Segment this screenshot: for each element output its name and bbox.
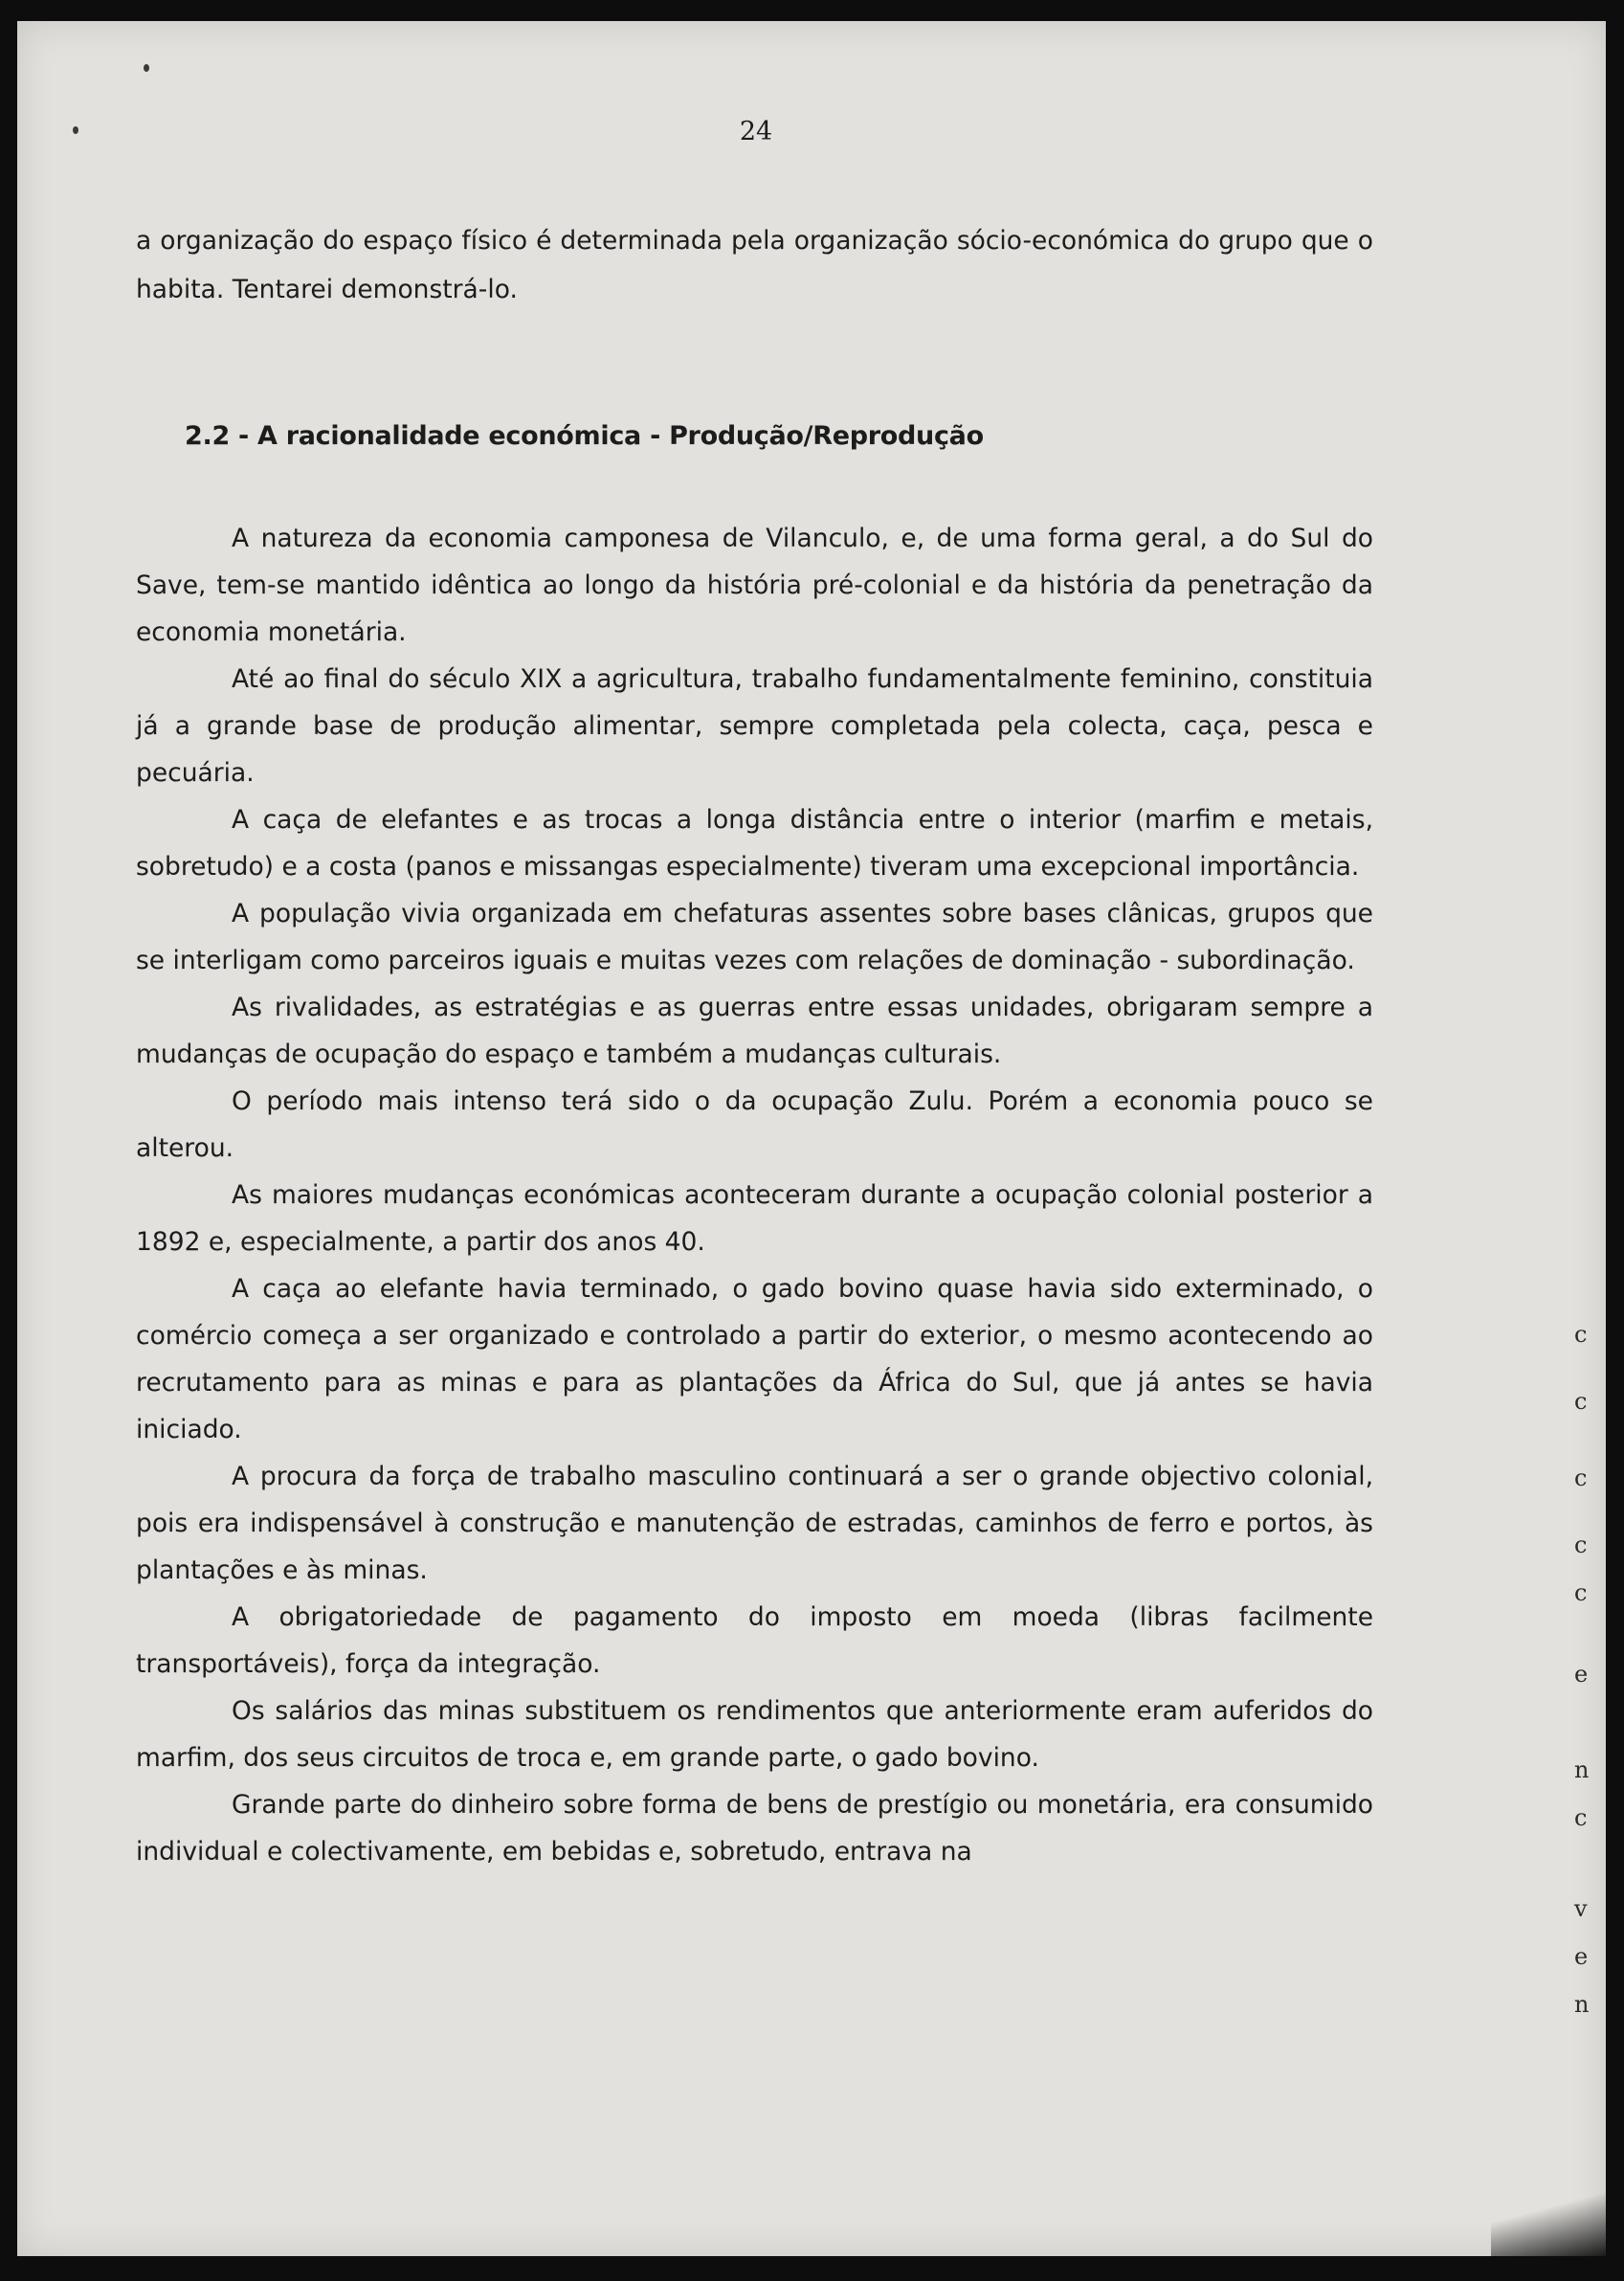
paragraph: Grande parte do dinheiro sobre forma de bens de prestígio ou monetária, era consumido individual e colectivamente, em bebidas e, sobretudo, entrava na <box>136 1790 1373 1867</box>
page-edge-shadow <box>1491 2170 1606 2256</box>
ink-speck <box>144 64 149 72</box>
margin-fragment: e <box>1574 1943 1589 1970</box>
paragraph: A obrigatoriedade de pagamento do imposto em moeda (libras facilmente transportáveis), força da integração. <box>136 1602 1373 1679</box>
margin-fragment: c <box>1574 1532 1588 1558</box>
margin-fragment: n <box>1574 1756 1590 1783</box>
paragraph: A procura da força de trabalho masculino continuará a ser o grande objectivo colonial, pois era indispensável à construção e manutenção de estradas, caminhos de ferro e portos, às plantações e às minas. <box>136 1462 1373 1585</box>
paragraph: A caça ao elefante havia terminado, o gado bovino quase havia sido exterminado, o comércio começa a ser organizado e controlado a partir do exterior, o mesmo acontecendo ao recrutamento para as minas e para as plantações da África do Sul, que já antes se havia iniciado. <box>136 1274 1373 1444</box>
page-number: 24 <box>739 117 773 146</box>
paragraph: O período mais intenso terá sido o da ocupação Zulu. Porém a economia pouco se alterou. <box>136 1086 1373 1163</box>
margin-fragment: v <box>1574 1895 1588 1922</box>
body-text <box>136 515 1373 1875</box>
paragraph: A população vivia organizada em chefaturas assentes sobre bases clânicas, grupos que se interligam como parceiros iguais e muitas vezes com relações de dominação - subordinação. <box>136 899 1373 975</box>
section-heading: 2.2 - A racionalidade económica - Produção/Reprodução <box>185 421 984 451</box>
margin-fragment: c <box>1574 1388 1588 1415</box>
margin-fragment: n <box>1574 1991 1590 2018</box>
margin-fragment: c <box>1574 1579 1588 1606</box>
margin-fragment: e <box>1574 1661 1589 1688</box>
intro-paragraph-block <box>136 216 1373 314</box>
margin-fragment: c <box>1574 1321 1588 1348</box>
margin-fragment: c <box>1574 1804 1588 1831</box>
paragraph: A caça de elefantes e as trocas a longa distância entre o interior (marfim e metais, sobretudo) e a costa (panos e missangas especialmente) tiveram uma excepcional importância. <box>136 805 1373 882</box>
paragraph: As rivalidades, as estratégias e as guerras entre essas unidades, obrigaram sempre a mudanças de ocupação do espaço e também a mudanças culturais. <box>136 993 1373 1069</box>
paragraph: A natureza da economia camponesa de Vilanculo, e, de uma forma geral, a do Sul do Save, tem-se mantido idêntica ao longo da história pré-colonial e da história da penetração da economia monetária. <box>136 524 1373 647</box>
paragraph: Os salários das minas substituem os rendimentos que anteriormente eram auferidos do marfim, dos seus circuitos de troca e, em grande parte, o gado bovino. <box>136 1696 1373 1773</box>
paragraph: As maiores mudanças económicas aconteceram durante a ocupação colonial posterior a 1892 e, especialmente, a partir dos anos 40. <box>136 1180 1373 1257</box>
paragraph: Até ao final do século XIX a agricultura, trabalho fundamentalmente feminino, constituia já a grande base de produção alimentar, sempre completada pela colecta, caça, pesca e pecuária. <box>136 664 1373 788</box>
ink-speck <box>73 126 78 134</box>
intro-paragraph: a organização do espaço físico é determinada pela organização sócio-económica do grupo que o habita. Tentarei demonstrá-lo. <box>136 226 1373 304</box>
margin-fragment: c <box>1574 1465 1588 1491</box>
